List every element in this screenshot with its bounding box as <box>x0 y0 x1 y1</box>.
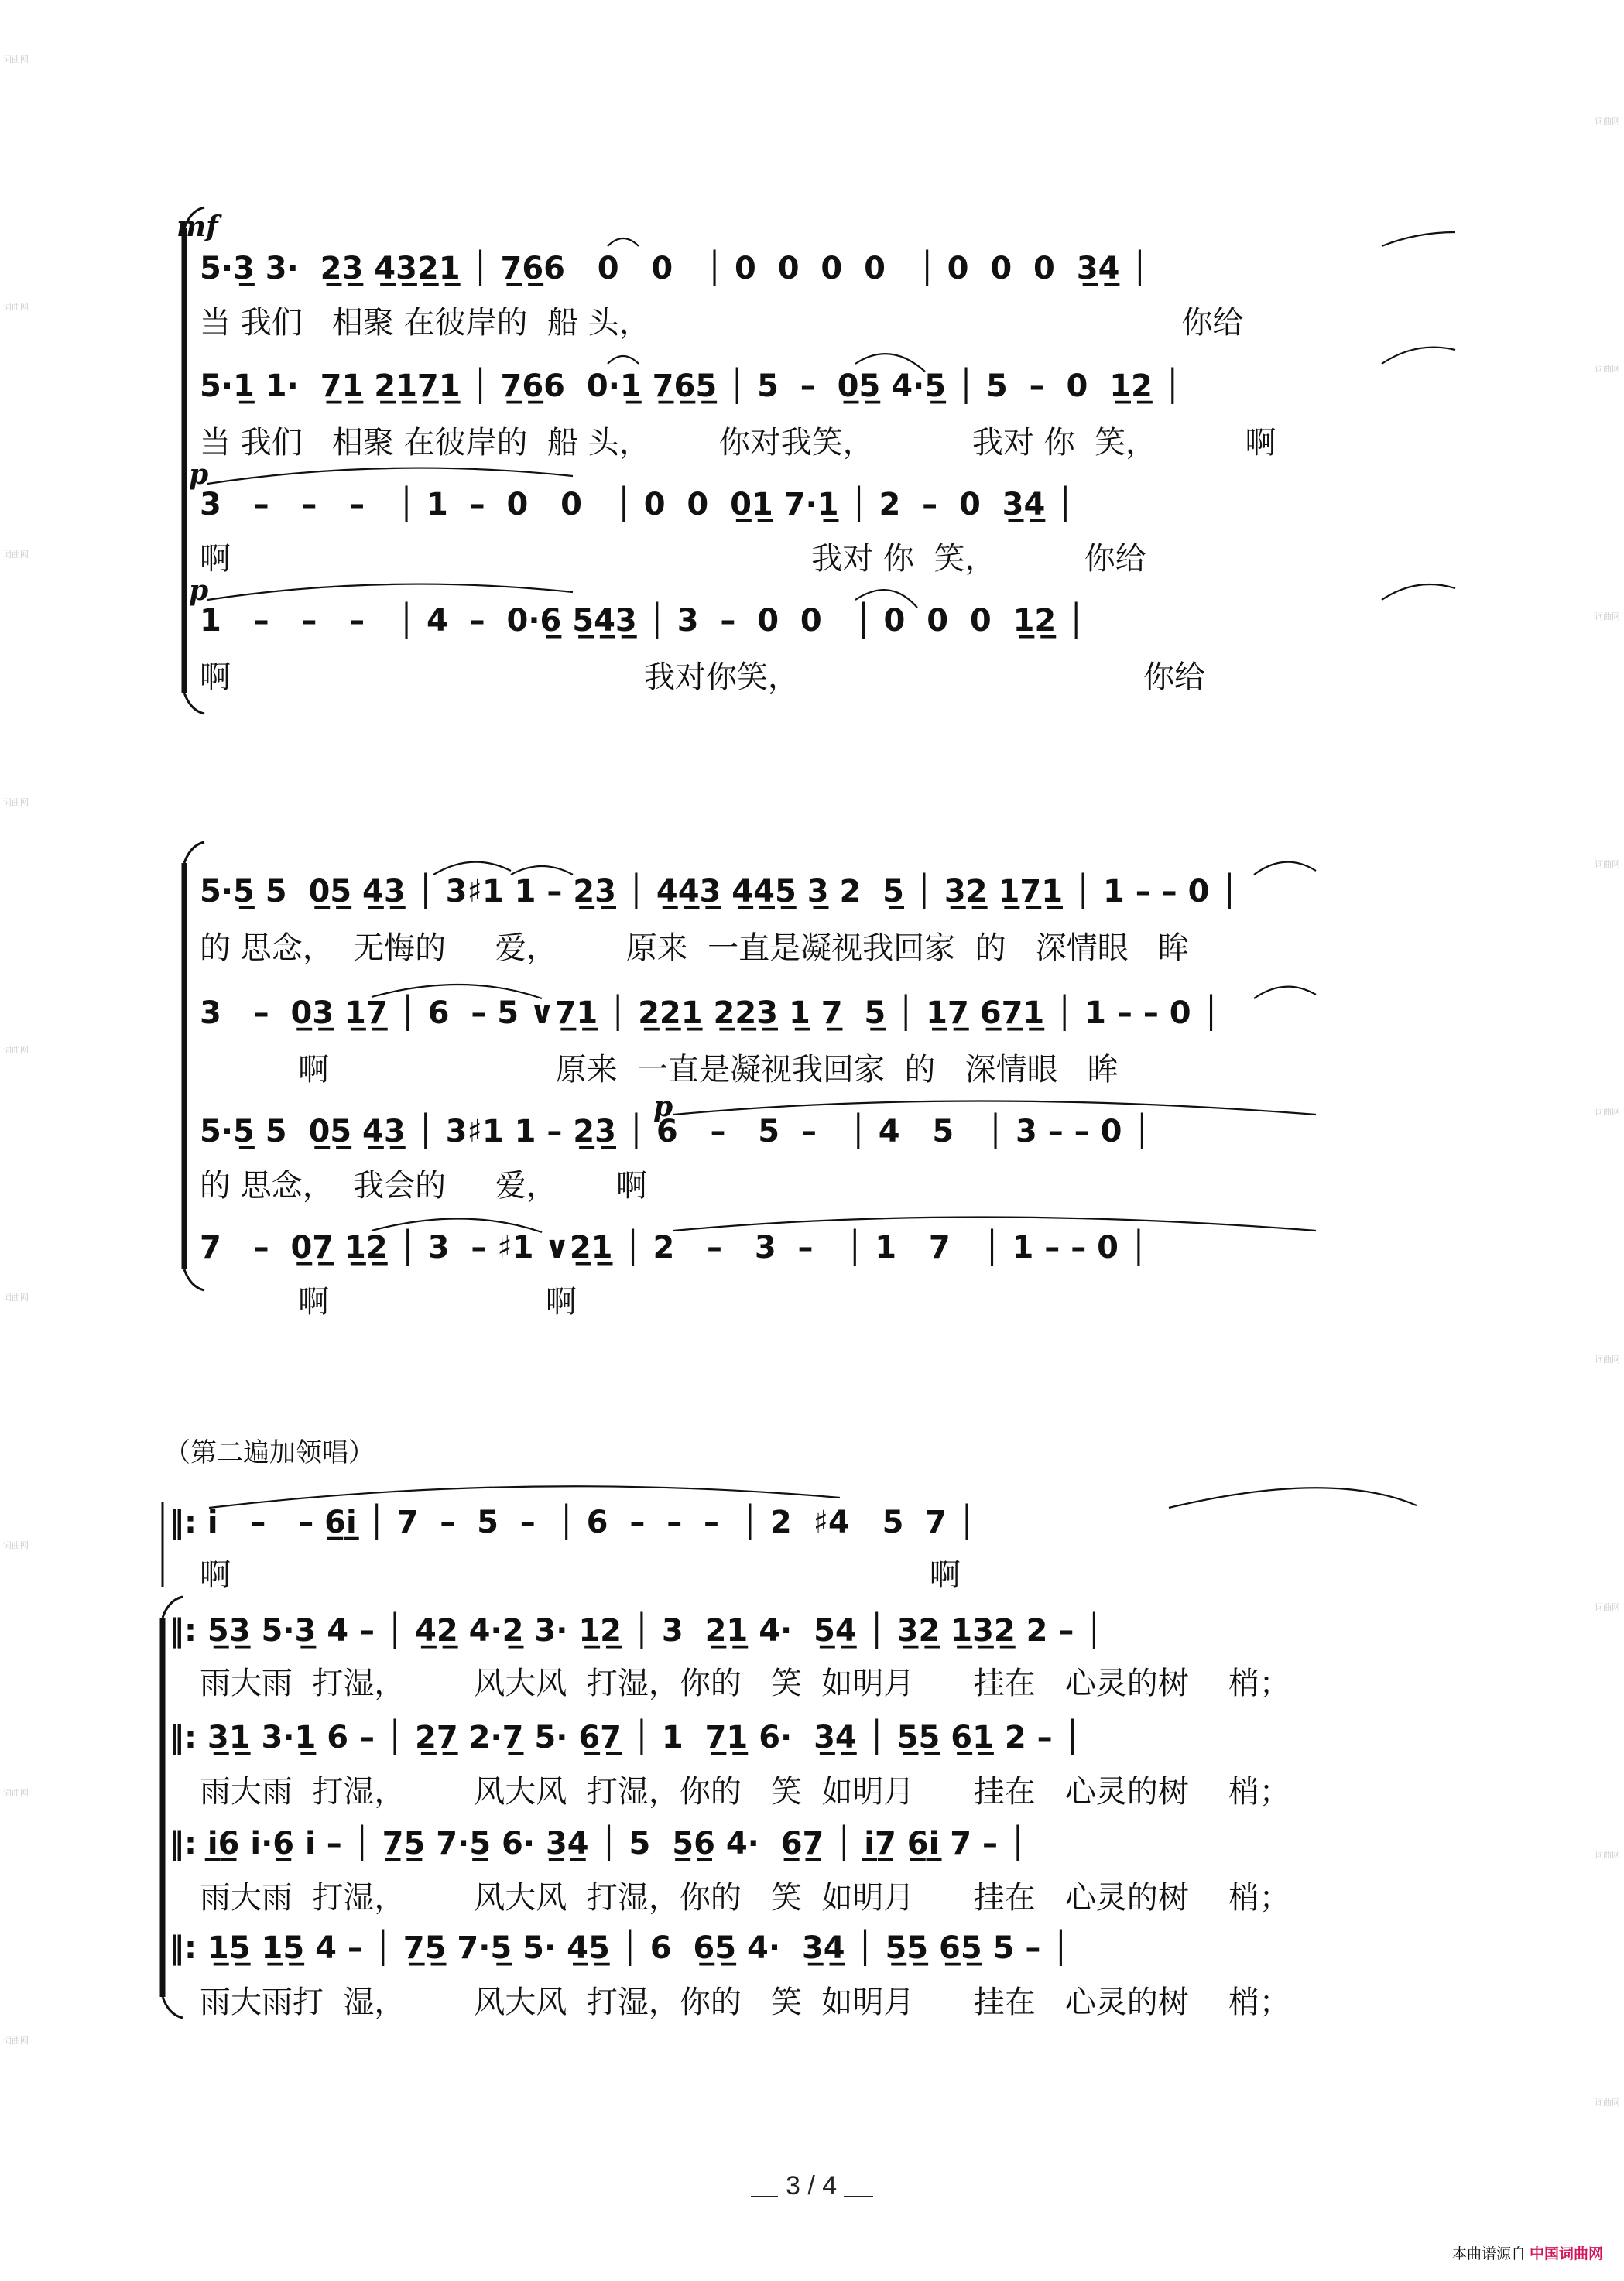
part-4-lyrics: 雨大雨打 湿， 风大风 打湿，你的 笑 如明月 挂在 心灵的树 梢； <box>200 1985 1290 2020</box>
part-4-notes: 1 – – – │ 4 – 0·6̲ 5̲4̲3̲ │ 3 – 0 0 │ 0 0 0 1̲2̲ │ <box>200 603 1086 639</box>
svg-text:词曲网: 词曲网 <box>1595 116 1620 126</box>
part-1-lyrics: 的 思念， 无悔的 爱， 原来 一直是凝视我回家 的 深情眼 眸 <box>200 930 1189 966</box>
part-4-lyrics: 啊 我对你笑， 你给 <box>200 659 1206 695</box>
lead-lyrics: 啊 啊 <box>200 1557 961 1593</box>
part-4-notes: 7 – 0̲7̲ 1̲2̲ │ 3 – ♯1 ∨2̲1̲ │ 2 – 3 – │ 1 7 │ 1 – – 0 │ <box>200 1230 1148 1266</box>
part-4-lyrics: 啊 啊 <box>200 1284 577 1320</box>
part-4-notes: ‖: 1̲5̲ 1̲5̲ 4 – │ 7̲5̲ 7·5̲ 5· 4̲5̲ │ 6 6̲5̲ 4· 3̲4̲ │ 5̲5̲ 6̲5̲ 5 – │ <box>169 1930 1071 1966</box>
svg-text:词曲网: 词曲网 <box>3 302 29 312</box>
section-caption: （第二遍加领唱） <box>164 1437 375 1468</box>
svg-text:词曲网: 词曲网 <box>1595 859 1620 869</box>
footer-site-link: 中国词曲网 <box>1530 2245 1604 2262</box>
svg-text:词曲网: 词曲网 <box>3 1788 29 1798</box>
svg-text:词曲网: 词曲网 <box>3 54 29 64</box>
svg-text:词曲网: 词曲网 <box>3 1045 29 1055</box>
part-1-notes: ‖: 5̲3̲ 5·3̲ 4 – │ 4̲2̲ 4·2̲ 3· 1̲2̲ │ 3 2̲1̲ 4· 5̲4̲ │ 3̲2̲ 1̲3̲2̲ 2 – │ <box>169 1613 1104 1649</box>
part-2-notes: 5·1̲ 1· 7̲1̲ 2̲1̲7̲1̲ │ 7̲6̲6 0·1̲ 7̲6̲5̲ │ 5 – 0̲5̲ 4·5̲ │ 5 – 0 1̲2̲ │ <box>200 368 1182 404</box>
part-1-lyrics: 当 我们 相聚 在彼岸的 船 头， 你给 <box>200 305 1244 341</box>
svg-text:词曲网: 词曲网 <box>1595 611 1620 622</box>
lead-notes: ‖: i – – 6̲i̲ │ 7 – 5 – │ 6 – – – │ 2 ♯4 5 7 │ <box>169 1505 977 1540</box>
dynamic-p: p <box>189 458 209 491</box>
part-2-lyrics: 当 我们 相聚 在彼岸的 船 头， 你对我笑， 我对 你 笑， 啊 <box>200 425 1276 461</box>
part-1-notes: 5·5̲ 5 0̲5̲ 4̲3̲ │ 3♯1 1 – 2̲3̲ │ 4̲4̲3̲ 4̲4̲5̲ 3̲ 2 5̲ │ 3̲2̲ 1̲7̲1̲ │ 1 – – 0 │ <box>200 874 1239 909</box>
part-2-lyrics: 雨大雨 打湿， 风大风 打湿，你的 笑 如明月 挂在 心灵的树 梢； <box>200 1774 1290 1810</box>
part-1-lyrics: 雨大雨 打湿， 风大风 打湿，你的 笑 如明月 挂在 心灵的树 梢； <box>200 1666 1290 1701</box>
part-1-notes: 5·3̲ 3· 2̲3̲ 4̲3̲2̲1̲ │ 7̲6̲6 0 0 │ 0 0 0 0 │ 0 0 0 3̲4̲ │ <box>200 251 1149 286</box>
dynamic-mf: mf <box>176 211 218 243</box>
footer <box>1452 2245 1603 2262</box>
svg-text:词曲网: 词曲网 <box>1595 1355 1620 1365</box>
part-2-lyrics: 啊 原来 一直是凝视我回家 的 深情眼 眸 <box>200 1052 1119 1087</box>
svg-text:词曲网: 词曲网 <box>3 1293 29 1303</box>
svg-text:词曲网: 词曲网 <box>3 797 29 807</box>
svg-text:词曲网: 词曲网 <box>1595 364 1620 374</box>
part-2-notes: 3 – 0̲3̲ 1̲7̲ │ 6 – 5 ∨7̲1̲ │ 2̲2̲1̲ 2̲2̲3̲ 1̲ 7̲ 5̲ │ 1̲7̲ 6̲7̲1̲ │ 1 – – 0 │ <box>200 995 1221 1031</box>
dynamic-p: p <box>189 574 209 607</box>
system-1 <box>176 207 1455 714</box>
system-3 <box>163 1437 1417 2020</box>
page-number <box>751 2171 873 2201</box>
svg-text:词曲网: 词曲网 <box>3 1540 29 1550</box>
svg-text:词曲网: 词曲网 <box>1595 2098 1620 2108</box>
svg-text:词曲网: 词曲网 <box>3 550 29 560</box>
part-3-notes: 5·5̲ 5 0̲5̲ 4̲3̲ │ 3♯1 1 – 2̲3̲ │ 6 – 5 – │ 4 5 │ 3 – – 0 │ <box>200 1114 1152 1149</box>
footer-label: 本曲谱源自 <box>1452 2245 1526 2262</box>
part-3-notes: ‖: i̲6̲ i·6̲ i – │ 7̲5̲ 7·5̲ 6· 3̲4̲ │ 5 5̲6̲ 4· 6̲7̲ │ i̲7̲ 6̲i̲ 7 – │ <box>169 1826 1028 1861</box>
part-2-notes: ‖: 3̲1̲ 3·1̲ 6 – │ 2̲7̲ 2·7̲ 5· 6̲7̲ │ 1 7̲1̲ 6· 3̲4̲ │ 5̲5̲ 6̲1̲ 2 – │ <box>169 1720 1082 1755</box>
part-3-lyrics: 的 思念， 我会的 爱， 啊 <box>200 1168 648 1204</box>
part-3-lyrics: 啊 我对 你 笑， 你给 <box>200 541 1146 577</box>
system-2 <box>184 842 1316 1320</box>
page-number-text: 3 / 4 <box>786 2171 838 2201</box>
part-3-notes: 3 – – – │ 1 – 0 0 │ 0 0 0̲1̲ 7·1̲ │ 2 – 0 3̲4̲ │ <box>200 487 1075 522</box>
right-watermark <box>1595 115 1620 2108</box>
svg-text:词曲网: 词曲网 <box>1595 1602 1620 1612</box>
left-watermark <box>3 53 29 2046</box>
part-3-lyrics: 雨大雨 打湿， 风大风 打湿，你的 笑 如明月 挂在 心灵的树 梢； <box>200 1880 1290 1916</box>
svg-text:词曲网: 词曲网 <box>3 2036 29 2046</box>
svg-text:词曲网: 词曲网 <box>1595 1107 1620 1117</box>
dynamic-p: p <box>653 1091 673 1123</box>
svg-text:词曲网: 词曲网 <box>1595 1850 1620 1860</box>
